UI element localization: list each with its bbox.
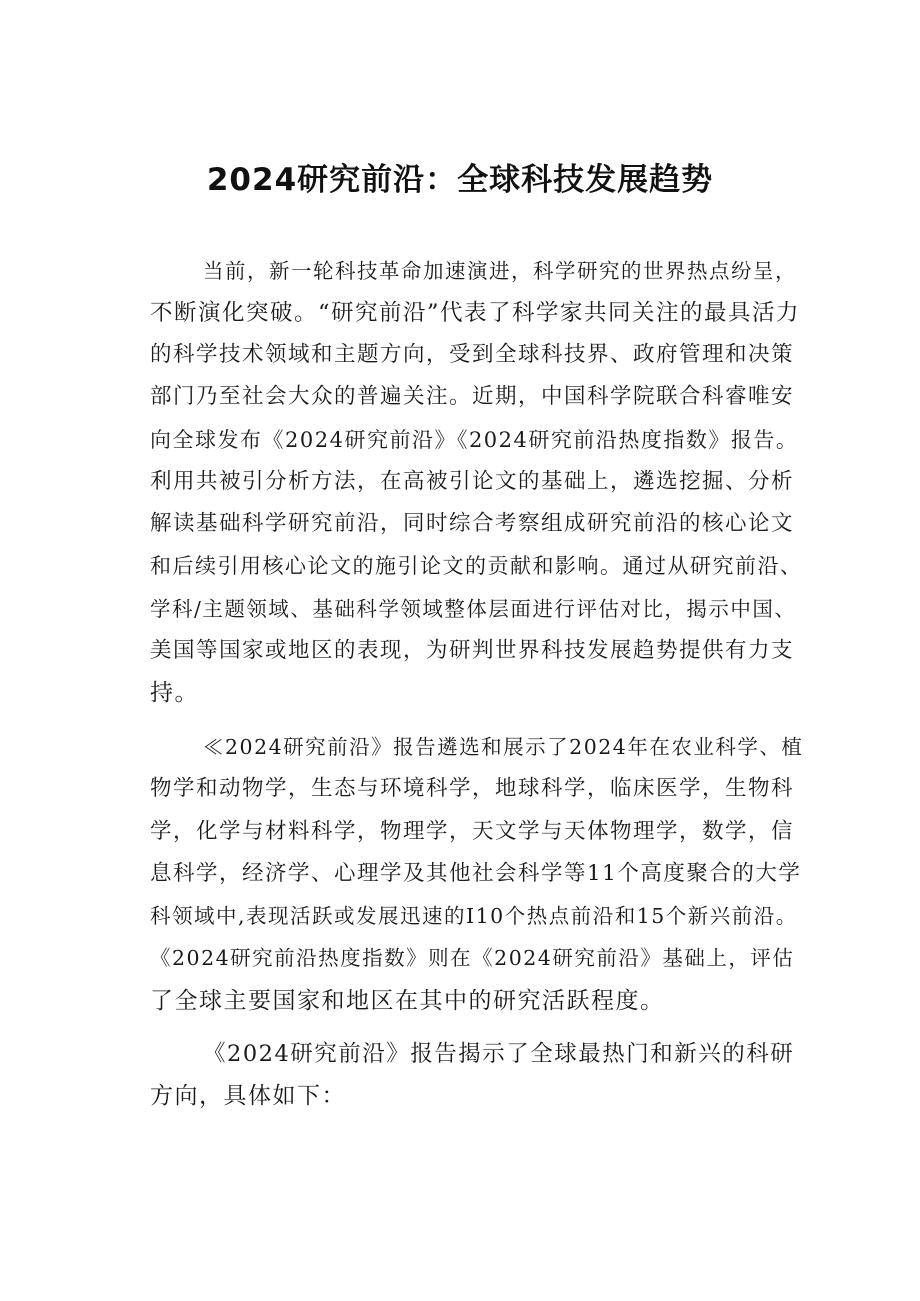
paragraph-line: 持。: [150, 680, 199, 706]
paragraph-line: 的科学技术领域和主题方向，受到全球科技界、政府管理和决策: [150, 342, 795, 367]
paragraph-line: ≪2024研究前沿》报告遴选和展示了2024年在农业科学、植: [203, 735, 804, 759]
paragraph-line: 息科学，经济学、心理学及其他社会科学等11个高度聚合的大学: [150, 861, 802, 886]
paragraph-line: 《2024研究前沿》报告揭示了全球最热门和新兴的科研: [203, 1041, 795, 1067]
paragraph-line: 科领域中,表现活跃或发展迅速的I10个热点前沿和15个新兴前沿。: [150, 904, 798, 928]
paragraph-line: 《2024研究前沿热度指数》则在《2024研究前沿》基础上，评估: [150, 946, 795, 970]
page-title: 2024研究前沿：全球科技发展趋势: [206, 162, 714, 198]
paragraph-line: 了全球主要国家和地区在其中的研究活跃程度。: [150, 988, 665, 1014]
paragraph-line: 物学和动物学，生态与环境科学，地球科学，临床医学，生物科: [150, 776, 795, 801]
paragraph-line: 利用共被引分析方法，在高被引论文的基础上，遴选挖掘、分析: [150, 469, 795, 494]
paragraph-line: 和后续引用核心论文的施引论文的贡献和影响。通过从研究前沿、: [150, 554, 803, 578]
paragraph-line: 向全球发布《2024研究前沿》《2024研究前沿热度指数》报告。: [150, 428, 799, 452]
paragraph-line: 解读基础科学研究前沿，同时综合考察组成研究前沿的核心论文: [150, 511, 795, 536]
paragraph-line: 学，化学与材料科学，物理学，天文学与天体物理学，数学，信: [150, 819, 795, 844]
paragraph-line: 不断演化突破。“研究前沿”代表了科学家共同关注的最具活力: [150, 300, 801, 326]
paragraph-line: 方向，具体如下：: [150, 1083, 346, 1109]
paragraph-line: 学科/主题领域、基础科学领域整体层面进行评估对比，揭示中国、: [150, 597, 797, 621]
paragraph-line: 美国等国家或地区的表现，为研判世界科技发展趋势提供有力支: [150, 638, 795, 663]
paragraph-line: 当前，新一轮科技革命加速演进，科学研究的世界热点纷呈，: [203, 259, 797, 283]
paragraph-line: 部门乃至社会大众的普遍关注。近期，中国科学院联合科睿唯安: [150, 384, 795, 409]
